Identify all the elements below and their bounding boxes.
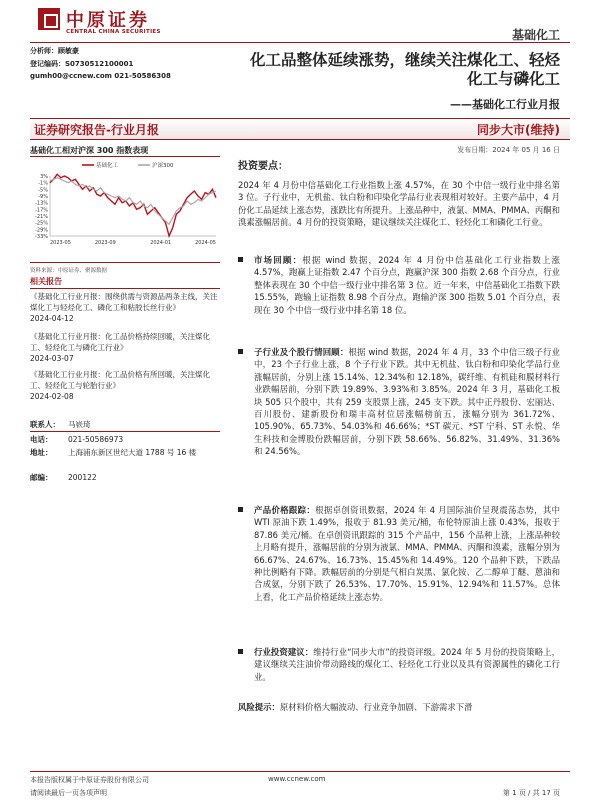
address-value: 上海浦东新区世纪大道 1788 号 16 楼	[68, 448, 197, 457]
analyst-name: 顾敏豪	[58, 47, 79, 55]
bullet-text: 维持行业“同步大市”的投资评级。2024 年 5 月份的投资策略上，建议继续关注油价带动路线的煤化工、轻烃化工行业以及具有资源属性的磷化工行业。	[254, 647, 561, 682]
website-link[interactable]: www.ccnew.com	[268, 775, 326, 783]
y-tick-label: 3%	[40, 174, 48, 180]
intro-paragraph: 2024 年 4 月份中信基础化工行业指数上涨 4.57%，在 30 个中信一级行业中排名第 3 位。子行业中，无机盐、钛白粉和印染化学品行业表现相对较好。主要产品中，4 月份化工品延续上涨态势，涨跌比有所提升。上涨品种中，液氯、MMA、PMMA、丙酮和溴素涨幅居前。4 月份的投资策略，建议继续关注煤化工、轻烃化工和磷化工行业。	[238, 180, 560, 228]
analyst-label: 分析师：	[30, 47, 58, 55]
registration-line	[30, 59, 133, 69]
chart-top-rule	[30, 156, 220, 157]
market-review-bullet	[238, 254, 560, 316]
report-subtitle: ——基础化工行业月报	[450, 98, 560, 111]
sector-name: 基础化工	[511, 28, 560, 42]
investment-advice-bullet	[238, 646, 560, 683]
y-tick-label: -33%	[35, 234, 48, 240]
bullet-text: 根据卓创资讯数据，2024 年 4 月国际油价呈现震荡态势，其中 WTI 原油下跌 1.49%，报收于 81.93 美元/桶，布伦特原油上涨 0.43%，报收于 87.86 美元/桶。在卓创资讯跟踪的 315 个产品中，156 个品种上涨，上涨品种较上月略有提升，涨幅居前的分别为液氯、MMA、PMMA、丙酮和溴素，涨幅分别为 66.67%、24.67%、16.73%、15.45%和 14.49%。120 个品种下跌，下跌品种比例略有下降。跌幅居前的分别是气相白炭黑、氯化铵、乙二醇单丁醚、蒽油和合成氨，分别下跌了 26.53%、17.70%、15.91%、12.94%和 11.57%。总体上看，化工产品价格延续上涨态势。	[254, 505, 560, 602]
contact-name: 马嵚琦	[68, 420, 91, 429]
series-line-csi300	[50, 178, 216, 225]
risk-label: 风险提示：	[238, 702, 280, 712]
investment-highlights-heading: 投资要点：	[238, 161, 288, 172]
rating: 同步大市(维持)	[477, 123, 560, 137]
related-report-item[interactable]	[30, 331, 220, 364]
subsector-review-bullet	[238, 346, 560, 458]
zip-value: 200122	[68, 473, 97, 482]
zip-label: 邮编：	[30, 473, 53, 482]
related-report-item[interactable]	[30, 291, 220, 324]
x-tick-label: 2023-09	[94, 240, 116, 246]
logo-mark-icon	[38, 8, 60, 30]
release-date: 发布日期：2024 年 05 月 16 日	[457, 146, 560, 154]
phone-number: 021-50586973	[68, 435, 124, 444]
reg-label: 登记编码：	[30, 60, 65, 68]
logo-text: 中原证券	[66, 10, 150, 31]
y-tick-label: -9%	[38, 194, 48, 200]
reg-number: S0730512100001	[65, 60, 134, 68]
contact-phone	[30, 434, 123, 445]
report-title: 化工品整体延续涨势，继续关注煤化工、轻烃化工与磷化工	[250, 50, 561, 88]
phone-label: 电话：	[30, 435, 53, 444]
bullet-label: 行业投资建议：	[254, 647, 314, 657]
related-report-date: 2024-04-12	[30, 314, 74, 323]
x-tick-label: 2024-05	[195, 240, 216, 246]
contact-zip	[30, 472, 97, 483]
address-label: 地址：	[30, 448, 53, 457]
chart-title: 基础化工相对沪深 300 指数表现	[30, 146, 149, 155]
relative-performance-chart	[30, 158, 220, 260]
related-report-title: 《基础化工行业月报：围绕供需与资源品两条主线，关注煤化工与轻烃化工、磷化工和粘胶长丝行业》	[30, 292, 218, 312]
y-tick-label: -1%	[38, 180, 48, 187]
related-report-title: 《基础化工行业月报：化工品价格持续回暖，关注煤化工、轻烃化工与磷化工行业》	[30, 332, 210, 352]
related-report-title: 《基础化工行业月报：化工品价格有所回暖，关注煤化工、轻烃化工与轮胎行业》	[30, 370, 210, 390]
y-tick-label: -5%	[38, 187, 48, 194]
bullet-label: 产品价格跟踪：	[254, 505, 316, 515]
chart-bottom-rule	[30, 262, 220, 263]
y-tick-label: -25%	[35, 220, 48, 227]
contact-person	[30, 419, 91, 430]
analyst-line	[30, 46, 79, 56]
related-reports-heading: 相关报告	[30, 277, 62, 286]
contact-divider	[30, 431, 220, 432]
price-tracking-bullet	[238, 504, 560, 603]
footer-divider	[30, 771, 570, 772]
y-tick-label: -29%	[35, 227, 48, 234]
analyst-contact: gumh00@ccnew.com 021-50586308	[30, 72, 171, 80]
legend-label: 基础化工	[96, 163, 119, 169]
page-number: 第 1 页 / 共 17 页	[502, 789, 560, 797]
y-tick-label: -21%	[35, 214, 48, 220]
contact-address	[30, 447, 218, 458]
bullet-label: 子行业及个股行情回顾：	[254, 347, 349, 357]
bullet-label: 市场回顾：	[254, 255, 303, 265]
related-report-item[interactable]	[30, 369, 220, 402]
disclaimer-note: 请阅读最后一页各项声明	[30, 789, 107, 797]
bullet-text: 根据 wind 数据，2024 年 4 月份中信基础化工行业指数上涨 4.57%，跑赢上证指数 2.47 个百分点，跑赢沪深 300 指数 2.68 个百分点，行业整体表现在 30 个中信一级行业中排名第 3 位。近一年来，中信基础化工指数下跌 15.55%，跑输上证指数 8.98 个百分点，跑输沪深 300 指数 5.01 个百分点，表现在 30 个中信一级行业中排名第 18 位。	[254, 255, 560, 315]
risk-text: 原材料价格大幅波动、行业竞争加剧、下游需求下滑	[279, 702, 473, 712]
x-tick-label: 2023-05	[50, 240, 71, 246]
x-tick-label: 2024-01	[150, 240, 172, 246]
related-report-date: 2024-03-07	[30, 354, 74, 363]
copyright-note: 本报告版权属于中原证券股份有限公司	[30, 776, 149, 784]
report-type: 证券研究报告-行业月报	[34, 123, 159, 137]
bullet-text: 根据 wind 数据，2024 年 4 月，33 个中信三级子行业中，23 个子行业上涨，8 个子行业下跌。其中无机盐、钛白粉和印染化学品行业涨幅居前，分别上涨 15.14%、12.34%和 12.18%，碳纤维、有机硅和膜材料行业跌幅居前，分别下跌 19.89%、3.93%和 3.85%。2024 年 3 月，基础化工板块 505 只个股中，共有 259 支股票上涨，245 支下跌。其中正丹股份、宏丽达、百川股份、建新股份和瑞丰高材位居涨幅榜前五，涨幅分别为 361.72%、105.90%、65.73%、54.03%和 46.66%；*ST 碳元、*ST 宁科、ST 永悦、华生科技和金博股份跌幅居前，分别下跌 58.66%、56.82%、31.49%、31.36%和 24.56%。	[254, 347, 561, 457]
related-report-date: 2024-02-08	[30, 392, 74, 401]
header-divider	[30, 42, 570, 43]
legend-label: 沪深300	[152, 163, 174, 169]
y-tick-label: -17%	[35, 207, 48, 214]
y-tick-label: -13%	[35, 200, 48, 207]
chart-source: 资料来源：中原证券、聚源数据	[30, 268, 108, 274]
contact-label: 联系人：	[30, 420, 60, 429]
risk-warning	[238, 701, 473, 713]
logo-english: CENTRAL CHINA SECURITIES	[66, 29, 161, 35]
related-divider	[30, 288, 220, 289]
